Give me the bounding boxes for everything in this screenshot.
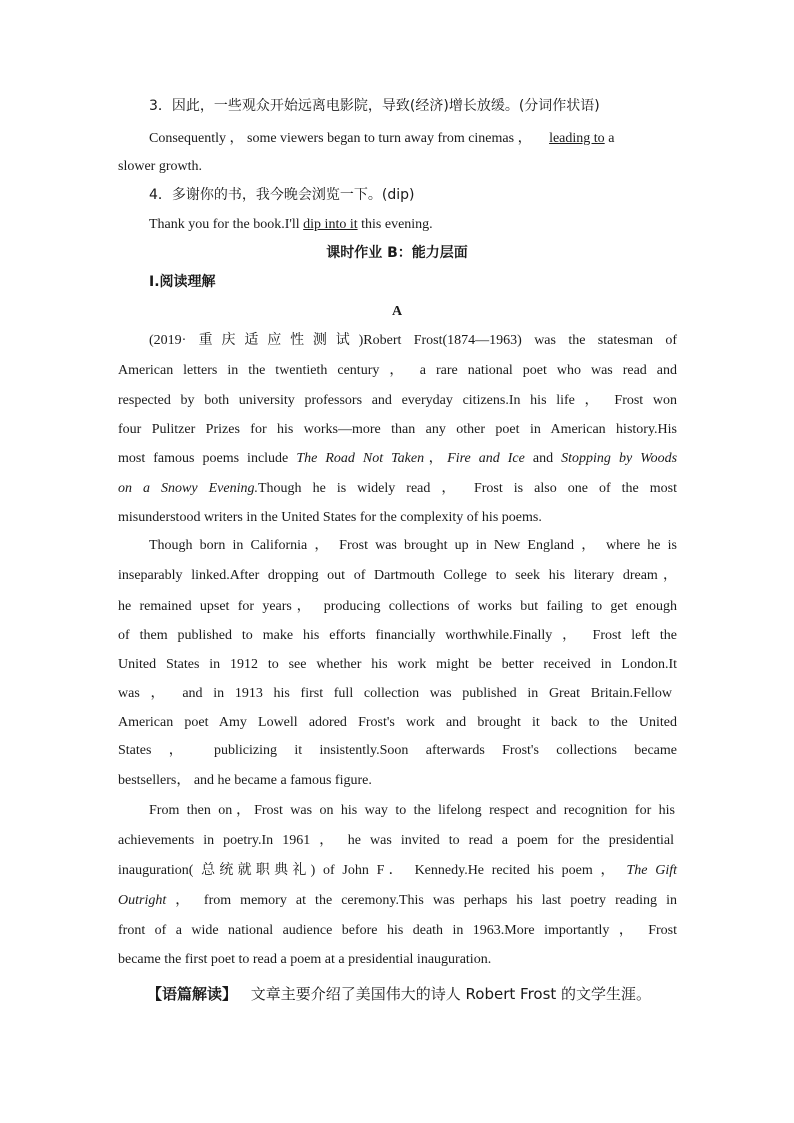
p3-line4-text: ， from memory at the ceremony.This was perhaps his last poetry reading in <box>175 893 677 908</box>
poem-title-fire: Fire and Ice <box>447 451 525 466</box>
p3-line4 <box>118 892 677 910</box>
q3-text-b: a <box>608 131 615 146</box>
p2-line2: inseparably linked.After dropping out of Dartmouth College to seek his literary dream， <box>118 568 677 583</box>
p1-line6-text: Though he is widely read ， Frost is also one of the most <box>258 481 677 496</box>
section-subtitle: Ⅰ.阅读理解 <box>149 274 216 290</box>
q4-chinese: 4．多谢你的书，我今晚会浏览一下。(dip) <box>149 187 415 203</box>
p1-line7: misunderstood writers in the United States for the complexity of his poems. <box>118 510 542 525</box>
analysis-label: 【语篇解读】 <box>147 985 238 1003</box>
p2-line4: of them published to make his efforts financially worthwhile.Finally ， Frost left the <box>118 628 677 643</box>
p1-sep: ， <box>424 451 448 466</box>
p3-line1: From then on，Frost was on his way to the lifelong respect and recognition for his <box>149 803 675 818</box>
p2-line1: Though born in California ， Frost was brought up in New England ， where he is <box>149 538 677 553</box>
q4-text-b: this evening. <box>361 217 433 232</box>
poem-title-gift: The Gift <box>626 863 678 878</box>
section-title: 课时作业 B：能力层面 <box>326 245 468 261</box>
p2-line7: American poet Amy Lowell adored Frost's work and brought it back to the United <box>118 715 677 730</box>
p1-line3: respected by both university professors and everyday citizens.In his life ， Frost won <box>118 393 677 408</box>
q4-english <box>149 216 433 234</box>
p2-line9: bestsellers， and he became a famous figure. <box>118 773 372 788</box>
q4-answer: dip into it <box>303 217 358 232</box>
p1-and: and <box>532 451 554 466</box>
analysis-text: 文章主要介绍了美国伟大的诗人 Robert Frost 的文学生涯。 <box>250 985 652 1003</box>
p2-line3: he remained upset for years， producing collections of works but failing to get enough <box>118 599 677 614</box>
p1-line4: four Pulitzer Prizes for his works—more than any other poet in American history.His <box>118 422 677 437</box>
p1-line5 <box>118 450 677 468</box>
q3-text-a: Consequently ， some viewers began to turn away from cinemas ， <box>149 131 532 146</box>
p1-line1: (2019· 重庆适应性测试)Robert Frost(1874—1963) was the statesman of <box>149 333 677 348</box>
p2-line5: United States in 1912 to see whether his work might be better received in London.It <box>118 657 677 672</box>
passage-label: A <box>391 304 403 319</box>
poem-title-stopping: Stopping by Woods <box>561 451 678 466</box>
q3-english-line1 <box>149 130 614 148</box>
poem-title-gift-cont: Outright <box>118 893 167 908</box>
p3-line2: achievements in poetry.In 1961 ， he was invited to read a poem for the presidential <box>118 833 674 848</box>
p1-line6 <box>118 480 677 498</box>
q3-english-line2: slower growth. <box>118 159 202 174</box>
q4-text-a: Thank you for the book.I'll <box>149 217 300 232</box>
passage-analysis <box>147 985 651 1004</box>
poem-title-road: The Road Not Taken <box>296 451 425 466</box>
p3-line6: became the first poet to read a poem at a presidential inauguration. <box>118 952 492 967</box>
p2-line8: States ， publicizing it insistently.Soon afterwards Frost's collections became <box>118 743 677 758</box>
p3-line5: front of a wide national audience before his death in 1963.More importantly ， Frost <box>118 923 677 938</box>
q3-answer: leading to <box>549 131 605 146</box>
p1-line5-text: most famous poems include <box>118 451 289 466</box>
p3-line3-text: inauguration( 总统就职典礼) of John F． Kennedy.He recited his poem ， <box>118 863 619 878</box>
q3-chinese: 3．因此，一些观众开始远离电影院，导致(经济)增长放缓。(分词作状语) <box>149 98 600 114</box>
poem-title-stopping-cont: on a Snowy Evening. <box>118 481 258 496</box>
p1-line2: American letters in the twentieth century ， a rare national poet who was read and <box>118 363 677 378</box>
p2-line6: was ， and in 1913 his first full collection was published in Great Britain.Fellow <box>118 686 672 701</box>
p3-line3 <box>118 862 677 880</box>
